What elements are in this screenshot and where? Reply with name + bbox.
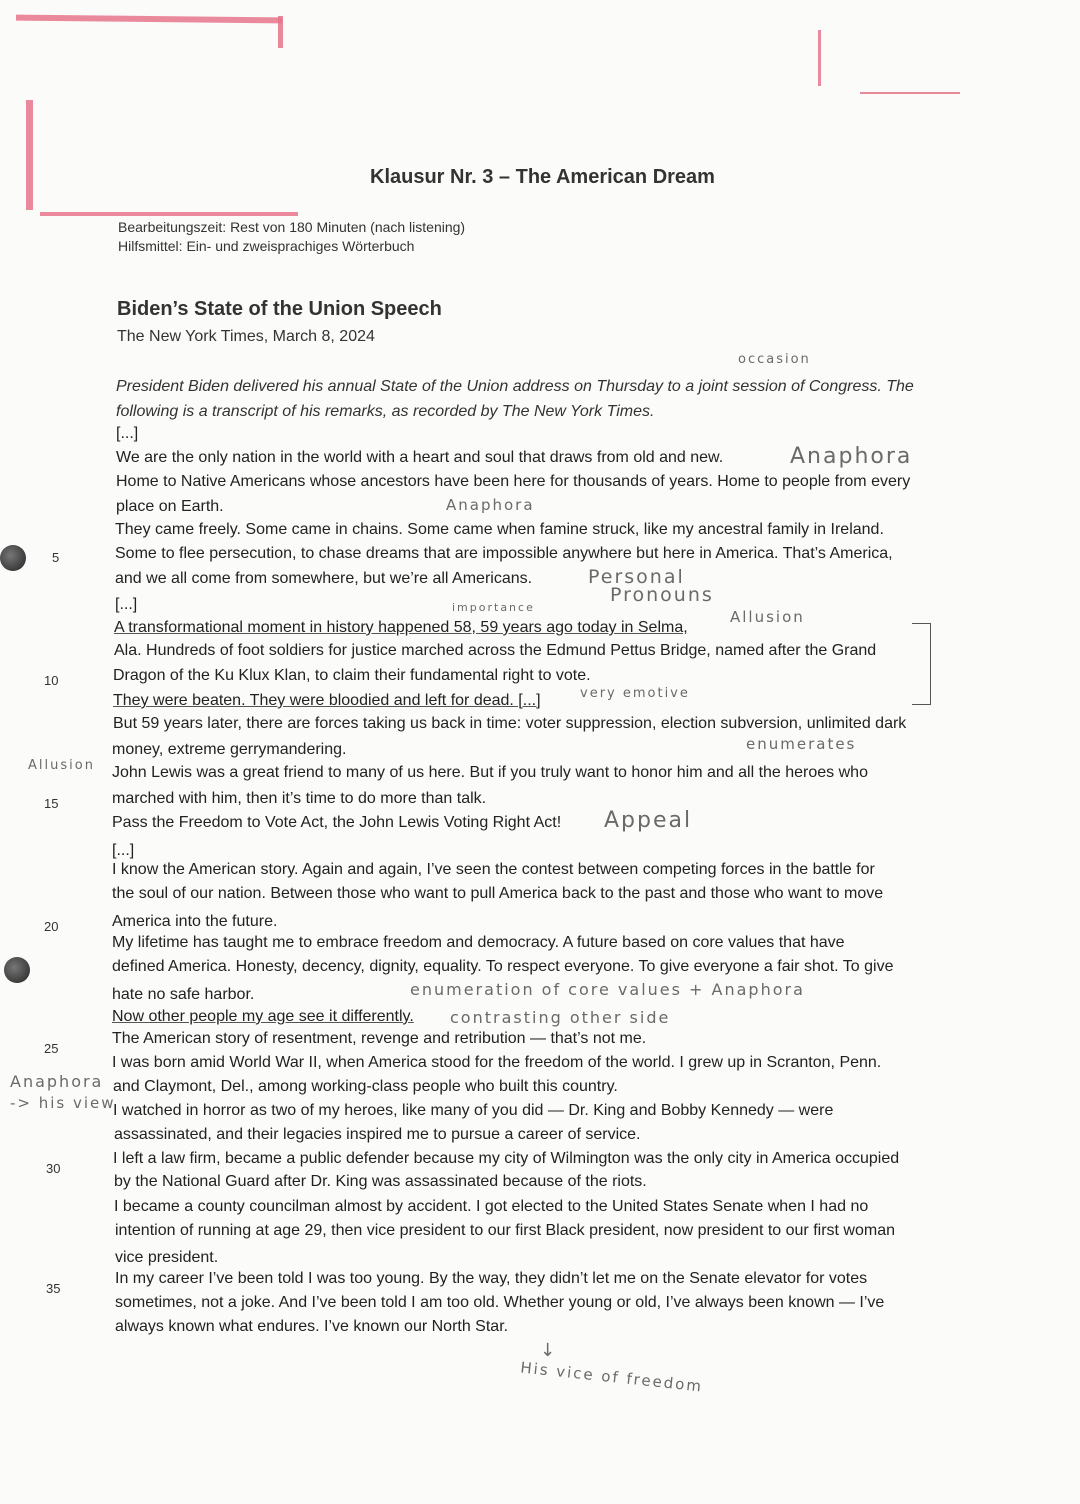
text-line: intention of running at age 29, then vice president to our first Black president, now president to our first woman bbox=[115, 1222, 895, 1239]
text-line: I watched in horror as two of my heroes, like many of you did — Dr. King and Bobby Kennedy — were bbox=[113, 1102, 834, 1119]
note-occasion: occasion bbox=[738, 352, 811, 367]
article-title: Biden’s State of the Union Speech bbox=[117, 298, 442, 320]
text-line: and Claymont, Del., among working-class people who built this country. bbox=[113, 1078, 618, 1095]
text-line: and we all come from somewhere, but we’re all Americans. bbox=[115, 570, 533, 587]
line-number: 5 bbox=[52, 550, 60, 565]
aids-info: Hilfsmittel: Ein- und zweisprachiges Wörterbuch bbox=[118, 238, 415, 254]
text-line: place on Earth. bbox=[116, 498, 224, 515]
text-line: The American story of resentment, revenge and retribution — that’s not me. bbox=[112, 1030, 647, 1047]
text-line: Home to Native Americans whose ancestors have been here for thousands of years. Home to people from every bbox=[116, 473, 911, 490]
text-line: I was born amid World War II, when America stood for the freedom of the world. I grew up in Scranton, Penn. bbox=[112, 1054, 882, 1071]
highlighter-mark bbox=[860, 92, 960, 94]
text-line: [...] bbox=[112, 842, 135, 859]
text-line: They came freely. Some came in chains. Some came when famine struck, like my ancestral family in Ireland. bbox=[115, 521, 884, 538]
highlighter-mark bbox=[26, 100, 33, 210]
note-final: His vice of freedom bbox=[519, 1358, 704, 1396]
text-line: Now other people my age see it differently. bbox=[112, 1008, 414, 1025]
text-line: [...] bbox=[116, 425, 139, 442]
text-line: John Lewis was a great friend to many of us here. But if you truly want to honor him and all the heroes who bbox=[112, 764, 868, 781]
text-line: money, extreme gerrymandering. bbox=[112, 741, 347, 758]
note-personal: Personal bbox=[588, 566, 685, 588]
punch-hole bbox=[4, 957, 30, 983]
note-allusion-selma: Allusion bbox=[730, 608, 805, 626]
line-number: 15 bbox=[44, 796, 59, 811]
text-line: Some to flee persecution, to chase dreams that are impossible anywhere but here in America. That’s America, bbox=[115, 545, 893, 562]
text-line: marched with him, then it’s time to do more than talk. bbox=[112, 790, 487, 807]
highlighter-mark bbox=[16, 15, 282, 24]
highlighter-mark bbox=[818, 30, 821, 86]
note-anaphora-left: Anaphora bbox=[10, 1072, 104, 1091]
text-line: Pass the Freedom to Vote Act, the John Lewis Voting Right Act! bbox=[112, 814, 562, 831]
text-line: assassinated, and their legacies inspired me to pursue a career of service. bbox=[114, 1126, 641, 1143]
text-line: sometimes, not a joke. And I’ve been told I am too old. Whether young or old, I’ve always been known — I’ve bbox=[115, 1294, 885, 1311]
time-info: Bearbeitungszeit: Rest von 180 Minuten (nach listening) bbox=[118, 219, 466, 235]
text-line: by the National Guard after Dr. King was assassinated because of the riots. bbox=[114, 1173, 647, 1190]
note-contrasting: contrasting other side bbox=[450, 1008, 671, 1027]
text-line: I became a county councilman almost by accident. I got elected to the United States Senate when I had no bbox=[114, 1198, 869, 1215]
line-number: 10 bbox=[44, 673, 59, 688]
text-line: America into the future. bbox=[112, 913, 278, 930]
arrow-down-icon: ↓ bbox=[540, 1340, 558, 1361]
line-number: 20 bbox=[44, 919, 59, 934]
note-appeal: Appeal bbox=[604, 808, 693, 833]
article-source: The New York Times, March 8, 2024 bbox=[117, 328, 375, 345]
text-line: But 59 years later, there are forces taking us back in time: voter suppression, election subversion, unlimited dark bbox=[113, 715, 907, 732]
text-line: the soul of our nation. Between those who want to pull America back to the past and those who want to move bbox=[112, 885, 884, 902]
text-line: I left a law firm, became a public defender because my city of Wilmington was the only city in America occupied bbox=[113, 1150, 900, 1167]
note-importance: importance bbox=[452, 601, 535, 614]
line-number: 30 bbox=[46, 1161, 61, 1176]
text-line: I know the American story. Again and again, I’ve seen the contest between competing forces in the battle for bbox=[112, 861, 875, 878]
note-this-view: -> his view bbox=[10, 1094, 116, 1112]
text-line: always known what endures. I’ve known our North Star. bbox=[115, 1318, 509, 1335]
exam-title: Klausur Nr. 3 – The American Dream bbox=[370, 166, 715, 188]
note-pronouns: Pronouns bbox=[610, 584, 714, 606]
highlighter-mark bbox=[278, 16, 283, 48]
note-very-emotive: very emotive bbox=[580, 686, 690, 701]
line-number: 25 bbox=[44, 1041, 59, 1056]
text-line: [...] bbox=[115, 596, 138, 613]
highlighter-mark bbox=[40, 212, 298, 216]
note-anaphora-top: Anaphora bbox=[790, 444, 913, 469]
note-anaphora-mid: Anaphora bbox=[446, 496, 535, 514]
text-line: defined America. Honesty, decency, dignity, equality. To respect everyone. To give everyone a fair shot. To give bbox=[112, 958, 894, 975]
punch-hole bbox=[0, 545, 26, 571]
line-number: 35 bbox=[46, 1281, 61, 1296]
text-line: My lifetime has taught me to embrace freedom and democracy. A future based on core values that have bbox=[112, 934, 845, 951]
text-line: In my career I’ve been told I was too young. By the way, they didn’t let me on the Senate elevator for votes bbox=[115, 1270, 868, 1287]
margin-bracket bbox=[912, 623, 931, 705]
text-line: Ala. Hundreds of foot soldiers for justice marched across the Edmund Pettus Bridge, named after the Grand bbox=[114, 642, 877, 659]
article-intro: President Biden delivered his annual State of the Union address on Thursday to a joint session of Congress. The following is a transcript of his remarks, as recorded by The New York Times. bbox=[116, 378, 914, 420]
text-line: hate no safe harbor. bbox=[112, 986, 255, 1003]
text-line: vice president. bbox=[115, 1249, 219, 1266]
note-allusion-left: Allusion bbox=[28, 758, 95, 773]
note-enumerates: enumerates bbox=[746, 735, 857, 753]
text-line: Dragon of the Ku Klux Klan, to claim their fundamental right to vote. bbox=[113, 667, 591, 684]
text-line: We are the only nation in the world with a heart and soul that draws from old and new. bbox=[116, 449, 724, 466]
text-line: A transformational moment in history happened 58, 59 years ago today in Selma, bbox=[114, 619, 688, 636]
note-enumeration: enumeration of core values + Anaphora bbox=[410, 980, 805, 999]
text-line: They were beaten. They were bloodied and left for dead. [...] bbox=[113, 692, 541, 709]
